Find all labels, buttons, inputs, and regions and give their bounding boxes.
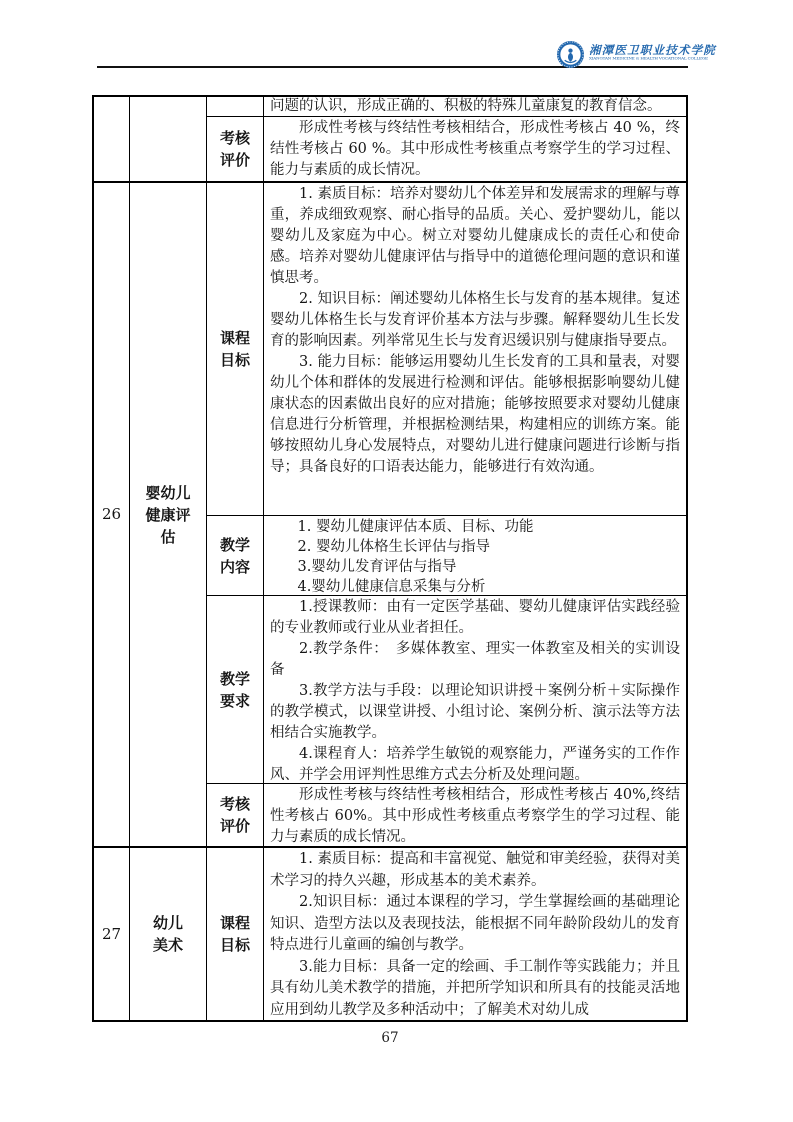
section-teaching-requirements: [207, 595, 686, 783]
paragraph: 4.婴幼儿健康信息采集与分析: [297, 579, 486, 595]
section-label-cell: [207, 516, 264, 595]
paragraph: 形成性考核与终结性考核相结合，形成性考核占 40%,终结性考核占 60%。其中形成性考核重点考察学生的学习过程、能力与素质的成长情况。: [270, 787, 680, 845]
paragraph: 2. 婴幼儿体格生长评估与指导: [297, 539, 490, 555]
paragraph: 1.授课教师：由有一定医学基础、婴幼儿健康评估实践经验的专业教师或行业从业者担任。: [270, 599, 680, 636]
course-name: 婴幼儿健康评估: [145, 483, 191, 546]
college-logo: [556, 39, 764, 69]
section-label-cell: [207, 117, 264, 181]
paragraph: 3. 能力目标：能够运用婴幼儿生长发育的工具和量表，对婴幼儿个体和群体的发展进行检测和评估。能够根据影响婴幼儿健康状态的因素做出良好的应对措施；能够按照要求对婴幼儿健康信息进行分析管理，并根据检测结果，构建相应的训练方案。能够按照幼儿身心发展特点，对婴幼儿进行健康问题进行诊断与指导；具备良好的口语表达能力，能够进行有效沟通。: [270, 354, 680, 475]
course-row-27: [94, 846, 686, 1020]
college-emblem-icon: [556, 40, 585, 69]
course-number-cell: [94, 97, 130, 181]
course-name: 幼儿美术: [153, 914, 184, 954]
section-carryover: [207, 97, 686, 116]
course-number-cell: 27: [94, 848, 130, 1020]
paragraph: 3.能力目标：具备一定的绘画、手工制作等实践能力；并且具有幼儿美术教学的措施，并把所学知识和所具有的技能灵活地应用到幼儿教学及多种活动中；了解美术对幼儿成: [270, 958, 680, 1018]
paragraph: 3.婴幼儿发育评估与指导: [297, 559, 457, 575]
page-number: 67: [381, 1030, 399, 1046]
section-objectives: [207, 183, 686, 515]
section-label: 教学内容: [220, 535, 251, 576]
paragraph: 1. 婴幼儿健康评估本质、目标、功能: [297, 519, 534, 535]
section-label: 课程目标: [220, 329, 251, 369]
paragraph: 1. 素质目标：提高和丰富视觉、触觉和审美经验，获得对美术学习的持久兴趣，形成基本的美术素养。: [270, 851, 680, 889]
course-sections: [207, 848, 686, 1020]
paragraph: 2.教学条件： 多媒体教室、理实一体教室及相关的实训设备: [270, 641, 680, 678]
paragraph: 问题的认识，形成正确的、积极的特殊儿童康复的教育信念。: [270, 98, 662, 114]
section-label-cell: [207, 848, 264, 1020]
course-number-cell: 26: [94, 183, 130, 846]
college-logo-text: [589, 42, 764, 64]
section-teaching-content: [207, 515, 686, 595]
section-label: 考核评价: [220, 129, 251, 169]
paragraph: 2. 知识目标：阐述婴幼儿体格生长与发育的基本规律。复述婴幼儿体格生长与发育评价基本方法与步骤。解释婴幼儿生长发育的影响因素。列举常见生长与发育迟缓识别与健康指导要点。: [270, 291, 680, 349]
syllabus-table: [92, 95, 688, 1022]
paragraph: 形成性考核与终结性考核相结合，形成性考核占 40 %，终结性考核占 60 %。其中形成性考核重点考察学生的学习过程、能力与素质的成长情况。: [270, 120, 680, 178]
section-label-cell: [207, 784, 264, 846]
section-label: 教学要求: [220, 669, 251, 710]
section-content: [264, 848, 686, 1020]
course-row-26: [94, 181, 686, 846]
section-content: [264, 516, 686, 595]
section-label: 考核评价: [220, 795, 251, 835]
course-name-cell: [130, 97, 207, 181]
section-objectives: [207, 848, 686, 1020]
course-sections: [207, 183, 686, 846]
paragraph: 4.课程育人：培养学生敏锐的观察能力，严谨务实的工作作风、并学会用评判性思维方式去分析及处理问题。: [270, 746, 680, 783]
section-label-cell: [207, 596, 264, 783]
course-name-cell: [130, 183, 207, 846]
course-row-continuation: [94, 97, 686, 181]
paragraph: 2.知识目标：通过本课程的学习，学生掌握绘画的基础理论知识、造型方法以及表现技法，能根据不同年龄阶段幼儿的发育特点进行儿童画的编创与教学。: [270, 894, 680, 953]
course-name-cell: [130, 848, 207, 1020]
section-content: [264, 117, 686, 181]
paragraph: 3.教学方法与手段：以理论知识讲授＋案例分析＋实际操作的教学模式，以课堂讲授、小组讨论、案例分析、演示法等方法相结合实施教学。: [270, 683, 680, 741]
section-content: [264, 596, 686, 783]
college-name-zh: 湘潭医卫职业技术学院: [589, 42, 716, 57]
section-content: [264, 97, 686, 116]
section-label-cell: [207, 97, 264, 116]
section-assessment: [207, 116, 686, 181]
section-content: [264, 183, 686, 515]
college-name-en: XIANGTAN MEDICINE & HEALTH VOCATIONAL COLLEGE: [589, 56, 708, 62]
section-content: [264, 784, 686, 846]
section-label-cell: [207, 183, 264, 515]
course-sections: [207, 97, 686, 181]
section-label: 课程目标: [220, 914, 251, 954]
paragraph: 1. 素质目标：培养对婴幼儿个体差异和发展需求的理解与尊重，养成细致观察、耐心指导的品质。关心、爱护婴幼儿，能以婴幼儿及家庭为中心。树立对婴幼儿健康成长的责任心和使命感。培养对婴幼儿健康评估与指导中的道德伦理问题的意识和谨慎思考。: [270, 186, 680, 286]
section-assessment: [207, 783, 686, 846]
